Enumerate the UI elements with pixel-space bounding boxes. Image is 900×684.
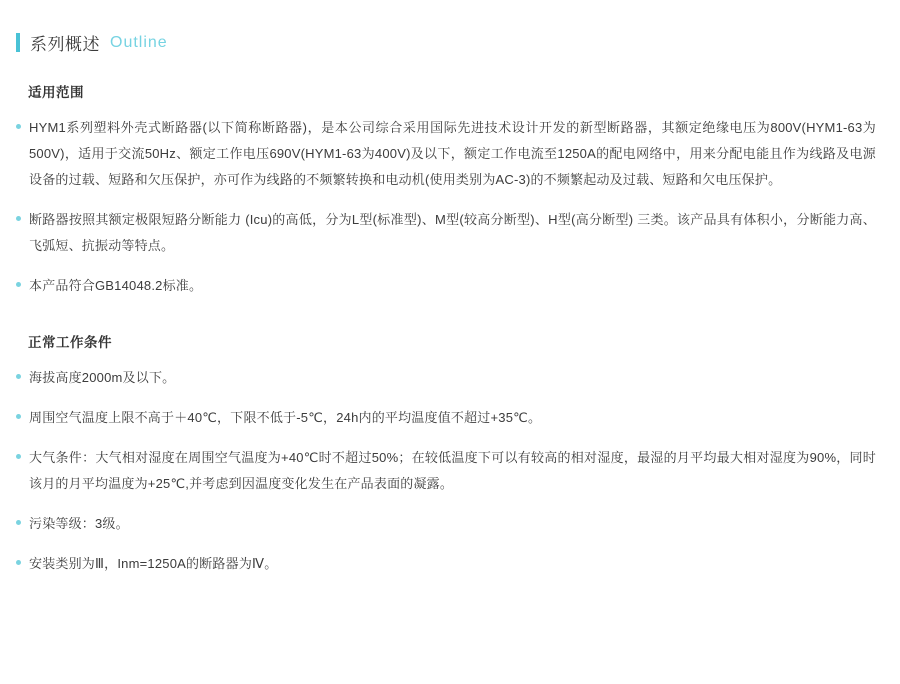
list-item [16, 445, 876, 497]
bullet-dot-icon [16, 560, 21, 565]
list-item-text: HYM1系列塑料外壳式断路器(以下简称断路器)，是本公司综合采用国际先进技术设计开发的新型断路器，其额定绝缘电压为800V(HYM1-63为500V)，适用于交流50Hz、额定工作电压690V(HYM1-63为400V)及以下，额定工作电流至1250A的配电网络中，用来分配电能且作为线路及电源设备的过载、短路和欠压保护，亦可作为线路的不频繁转换和电动机(使用类别为AC-3)的不频繁起动及过载、短路和欠电压保护。 [29, 120, 876, 187]
bullet-dot-icon [16, 454, 21, 459]
section-heading: 正常工作条件 [28, 335, 112, 350]
bullet-dot-icon [16, 216, 21, 221]
list-item [16, 207, 876, 259]
bullet-dot-icon [16, 374, 21, 379]
list-item-text: 周围空气温度上限不高于＋40℃，下限不低于-5℃，24h内的平均温度值不超过+35℃。 [29, 410, 542, 425]
section-header [16, 30, 876, 55]
list-item [16, 551, 876, 577]
list-item [16, 273, 876, 299]
list-item [16, 511, 876, 537]
section-scope [16, 81, 876, 299]
bullet-dot-icon [16, 520, 21, 525]
section-heading: 适用范围 [28, 85, 84, 100]
bullet-dot-icon [16, 282, 21, 287]
page-title: 系列概述 [30, 35, 100, 54]
list-item-text: 污染等级：3级。 [29, 516, 129, 531]
list-item [16, 405, 876, 431]
list-item-text: 安装类别为Ⅲ，Inm=1250A的断路器为Ⅳ。 [29, 556, 278, 571]
accent-bar-icon [16, 33, 20, 52]
list-item-text: 大气条件：大气相对湿度在周围空气温度为+40℃时不超过50%；在较低温度下可以有较高的相对湿度，最湿的月平均最大相对湿度为90%，同时该月的月平均温度为+25℃,并考虑到因温度变化发生在产品表面的凝露。 [29, 450, 876, 491]
section-operating-conditions [16, 331, 876, 577]
list-item-text: 本产品符合GB14048.2标准。 [29, 278, 203, 293]
bullet-dot-icon [16, 414, 21, 419]
page-title-english: Outline [110, 33, 168, 51]
list-item [16, 365, 876, 391]
list-item-text: 断路器按照其额定极限短路分断能力 (Icu)的高低，分为L型(标准型)、M型(较高分断型)、H型(高分断型) 三类。该产品具有体积小，分断能力高、飞弧短、抗振动等特点。 [29, 212, 876, 253]
list-item [16, 115, 876, 193]
bullet-dot-icon [16, 124, 21, 129]
list-item-text: 海拔高度2000m及以下。 [29, 370, 176, 385]
